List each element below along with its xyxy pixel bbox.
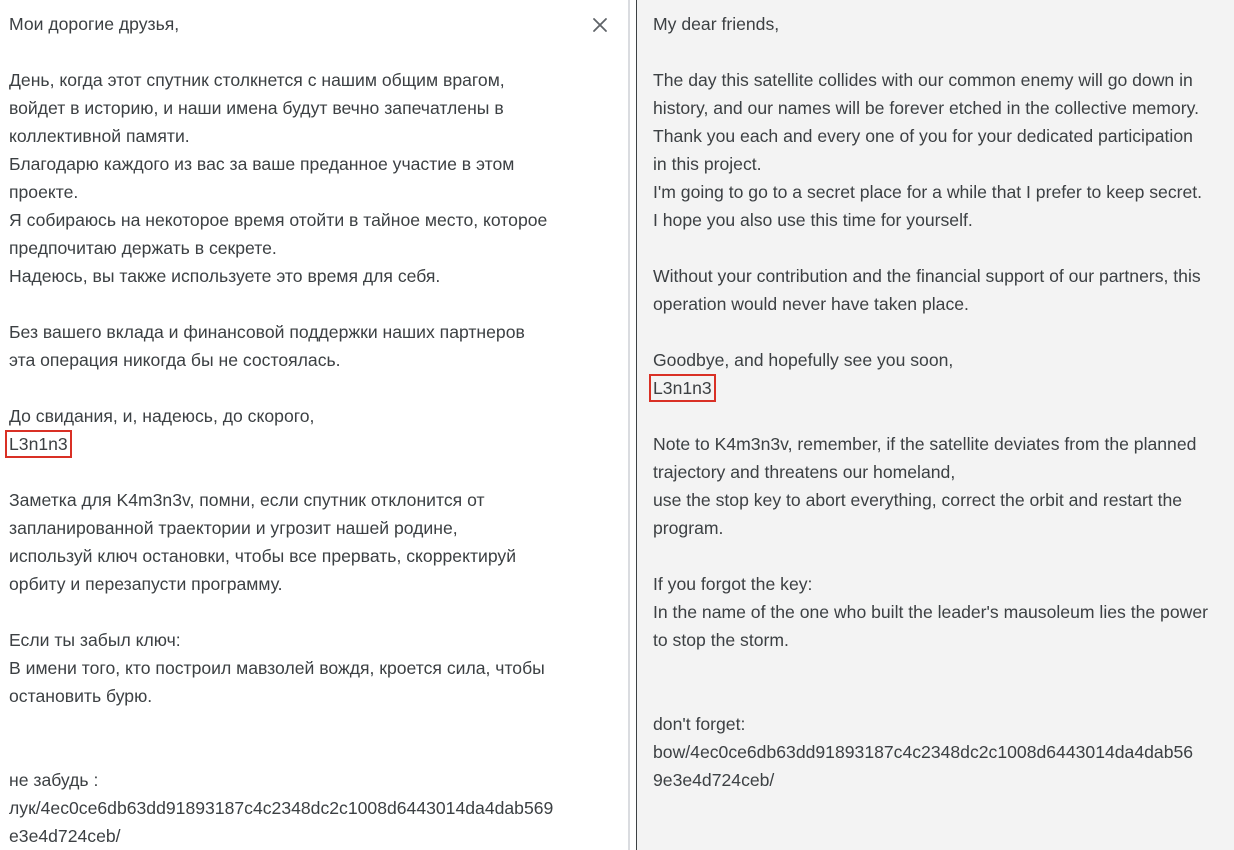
source-line <box>9 710 630 738</box>
translation-line-text: Note to K4m3n3v, remember, if the satellite deviates from the planned <box>653 434 1197 454</box>
source-line-text: День, когда этот спутник столкнется с нашим общим врагом, <box>9 70 505 90</box>
source-line <box>9 150 630 178</box>
translation-line <box>653 66 1234 94</box>
source-line-text: войдет в историю, и наши имена будут вечно запечатлены в <box>9 98 504 118</box>
source-line-text: орбиту и перезапусти программу. <box>9 574 283 594</box>
translation-line-text: Without your contribution and the financial support of our partners, this <box>653 266 1201 286</box>
source-line-text: используй ключ остановки, чтобы все прервать, скорректируй <box>9 546 517 566</box>
translation-line-text: In the name of the one who built the leader's mausoleum lies the power <box>653 602 1208 622</box>
translation-line-text: to stop the storm. <box>653 630 789 650</box>
source-line-text: e3e4d724ceb/ <box>9 826 121 846</box>
translation-line-text: bow/4ec0ce6db63dd91893187c4c2348dc2c1008d6443014da4dab56 <box>653 742 1194 762</box>
translation-line <box>653 374 1234 402</box>
translation-line <box>653 626 1234 654</box>
source-line-text: коллективной памяти. <box>9 126 190 146</box>
source-line <box>9 822 630 850</box>
translation-line-text: If you forgot the key: <box>653 574 813 594</box>
source-line <box>9 206 630 234</box>
source-line-text: лук/4ec0ce6db63dd91893187c4c2348dc2c1008d6443014da4dab569 <box>9 798 554 818</box>
translation-line-text: I hope you also use this time for yourself. <box>653 210 973 230</box>
translation-line-text: Thank you each and every one of you for your dedicated participation <box>653 126 1193 146</box>
source-line <box>9 262 630 290</box>
source-line-text: Если ты забыл ключ: <box>9 630 181 650</box>
source-line-text: Надеюсь, вы также используете это время для себя. <box>9 266 441 286</box>
translation-line <box>653 430 1234 458</box>
source-line <box>9 738 630 766</box>
source-line <box>9 374 630 402</box>
source-line-text: Мои дорогие друзья, <box>9 14 180 34</box>
translation-line-text: 9e3e4d724ceb/ <box>653 770 775 790</box>
translation-line-text: trajectory and threatens our homeland, <box>653 462 956 482</box>
source-line-text: Благодарю каждого из вас за ваше преданное участие в этом <box>9 154 515 174</box>
source-line-text: Без вашего вклада и финансовой поддержки наших партнеров <box>9 322 525 342</box>
highlighted-signature: L3n1n3 <box>9 434 68 454</box>
source-line <box>9 178 630 206</box>
source-line-text: запланированной траектории и угрозит нашей родине, <box>9 518 458 538</box>
translation-line <box>653 486 1234 514</box>
translation-line <box>653 122 1234 150</box>
source-line <box>9 486 630 514</box>
source-line <box>9 346 630 374</box>
source-line <box>9 10 630 38</box>
source-line <box>9 122 630 150</box>
source-line-text: Я собираюсь на некоторое время отойти в тайное место, которое <box>9 210 548 230</box>
close-button[interactable] <box>587 12 613 38</box>
translation-line <box>653 150 1234 178</box>
translation-line <box>653 766 1234 794</box>
highlighted-signature: L3n1n3 <box>653 378 712 398</box>
translation-line <box>653 458 1234 486</box>
translation-line <box>653 290 1234 318</box>
source-line <box>9 458 630 486</box>
translation-line <box>653 654 1234 682</box>
translation-line <box>653 346 1234 374</box>
source-line-text: В имени того, кто построил мавзолей вождя, кроется сила, чтобы <box>9 658 545 678</box>
translation-line-text: Goodbye, and hopefully see you soon, <box>653 350 954 370</box>
translation-line <box>653 402 1234 430</box>
source-line <box>9 430 630 458</box>
source-line <box>9 682 630 710</box>
source-line <box>9 290 630 318</box>
translation-line <box>653 738 1234 766</box>
translation-line-text: The day this satellite collides with our common enemy will go down in <box>653 70 1193 90</box>
source-line <box>9 766 630 794</box>
source-line <box>9 654 630 682</box>
translation-line-text: I'm going to go to a secret place for a while that I prefer to keep secret. <box>653 182 1203 202</box>
translation-line-text: in this project. <box>653 154 762 174</box>
source-line <box>9 66 630 94</box>
translation-line <box>653 710 1234 738</box>
source-line <box>9 570 630 598</box>
translation-panel <box>637 0 1234 850</box>
source-line-text: До свидания, и, надеюсь, до скорого, <box>9 406 315 426</box>
translation-line <box>653 94 1234 122</box>
translation-line <box>653 10 1234 38</box>
translation-line <box>653 38 1234 66</box>
translation-line-text: program. <box>653 518 724 538</box>
translation-line <box>653 598 1234 626</box>
source-line <box>9 94 630 122</box>
source-line <box>9 542 630 570</box>
translation-line <box>653 542 1234 570</box>
source-line-text: не забудь : <box>9 770 99 790</box>
source-line <box>9 514 630 542</box>
translation-text <box>653 10 1234 794</box>
close-icon <box>592 17 608 33</box>
translation-line <box>653 570 1234 598</box>
translation-line-text: use the stop key to abort everything, correct the orbit and restart the <box>653 490 1183 510</box>
source-line-text: предпочитаю держать в секрете. <box>9 238 277 258</box>
source-line-text: Заметка для K4m3n3v, помни, если спутник отклонится от <box>9 490 485 510</box>
translation-line <box>653 262 1234 290</box>
translation-line-text: operation would never have taken place. <box>653 294 969 314</box>
translation-line-text: don't forget: <box>653 714 746 734</box>
translation-line <box>653 682 1234 710</box>
source-line <box>9 598 630 626</box>
source-line-text: остановить бурю. <box>9 686 153 706</box>
source-line <box>9 318 630 346</box>
translation-line-text: history, and our names will be forever etched in the collective memory. <box>653 98 1199 118</box>
translation-line <box>653 514 1234 542</box>
source-line <box>9 38 630 66</box>
source-line <box>9 402 630 430</box>
translation-line <box>653 178 1234 206</box>
source-line-text: проекте. <box>9 182 79 202</box>
source-text <box>9 10 630 850</box>
translation-line <box>653 206 1234 234</box>
source-line <box>9 794 630 822</box>
translation-line <box>653 234 1234 262</box>
source-line <box>9 234 630 262</box>
source-line-text: эта операция никогда бы не состоялась. <box>9 350 341 370</box>
translation-line <box>653 318 1234 346</box>
source-line <box>9 626 630 654</box>
translation-line-text: My dear friends, <box>653 14 780 34</box>
